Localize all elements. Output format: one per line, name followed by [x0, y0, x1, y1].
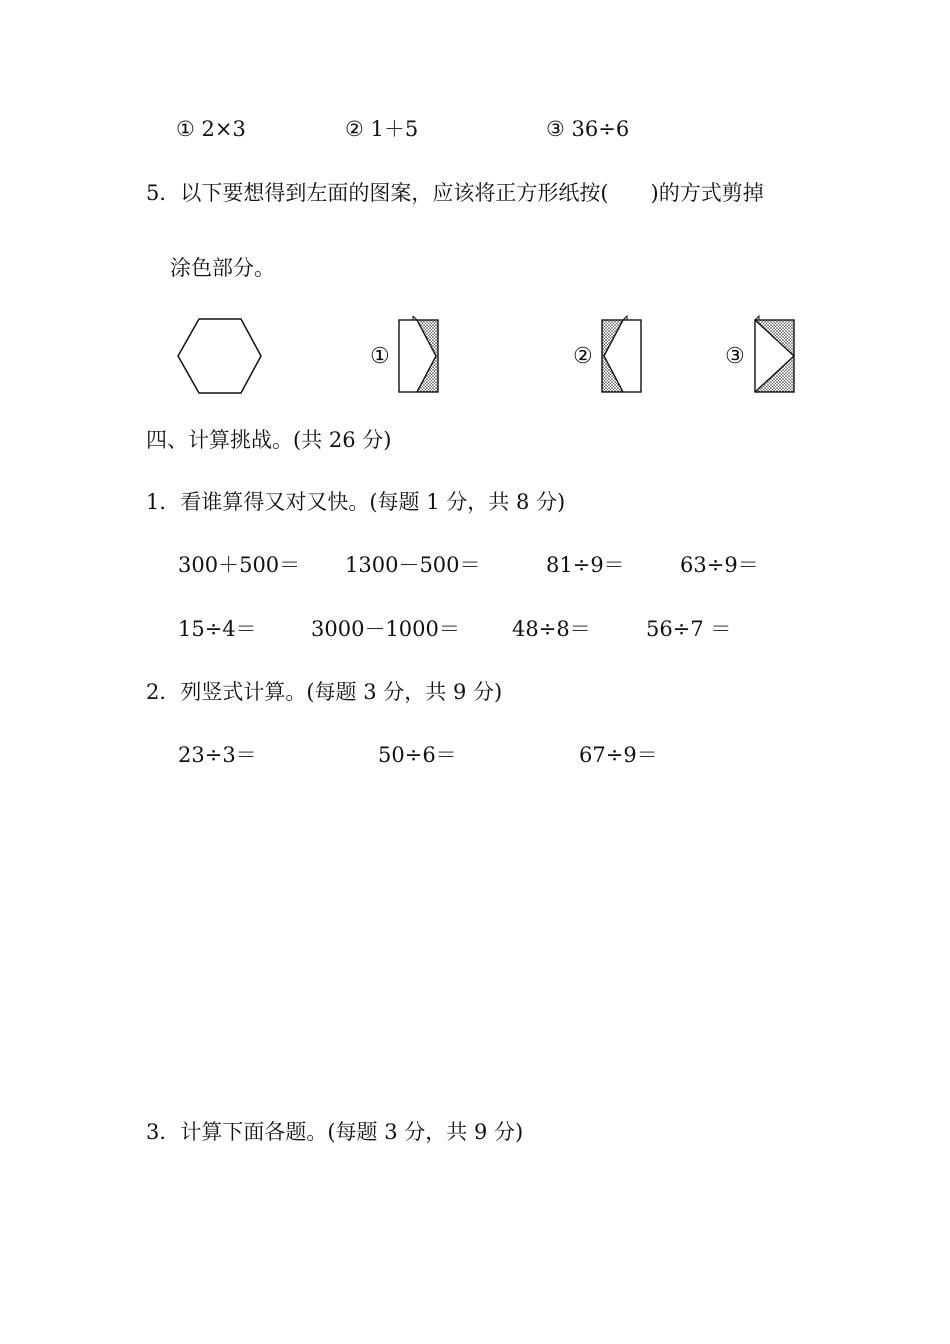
- q1-row2-item-3: 48÷8＝: [512, 617, 591, 641]
- section-4-title: 四、计算挑战。(共 26 分): [146, 428, 392, 452]
- q3-title: 3．计算下面各题。(每题 3 分，共 9 分): [146, 1120, 524, 1144]
- hexagon-figure: [170, 314, 270, 398]
- q2-item-1: 23÷3＝: [178, 743, 257, 767]
- q1-row2-item-4: 56÷7 ＝: [646, 617, 732, 641]
- q4-option-2: ② 1＋5: [345, 117, 419, 141]
- q1-row1-item-1: 300＋500＝: [178, 553, 301, 577]
- q4-option-3: ③ 36÷6: [546, 117, 630, 141]
- q5-figure-label-2: ②: [573, 344, 593, 369]
- q4-option-1: ① 2×3: [176, 117, 246, 141]
- q5-text-line1: 5．以下要想得到左面的图案，应该将正方形纸按( )的方式剪掉: [146, 181, 764, 205]
- fold-option-1-figure: [396, 315, 442, 397]
- q2-title: 2．列竖式计算。(每题 3 分，共 9 分): [146, 680, 503, 704]
- q1-row1-item-3: 81÷9＝: [546, 553, 625, 577]
- q5-text-line2: 涂色部分。: [170, 256, 275, 280]
- fold-option-3-figure: [752, 315, 798, 397]
- q2-item-2: 50÷6＝: [378, 743, 457, 767]
- q1-row2-item-2: 3000－1000＝: [311, 617, 460, 641]
- q1-title: 1．看谁算得又对又快。(每题 1 分，共 8 分): [146, 490, 566, 514]
- q1-row1-item-4: 63÷9＝: [680, 553, 759, 577]
- q1-row2-item-1: 15÷4＝: [178, 617, 257, 641]
- q1-row1-item-2: 1300－500＝: [345, 553, 481, 577]
- q5-figure-label-1: ①: [370, 344, 390, 369]
- fold-option-2-figure: [599, 315, 645, 397]
- q5-figure-label-3: ③: [725, 344, 745, 369]
- q2-item-3: 67÷9＝: [579, 743, 658, 767]
